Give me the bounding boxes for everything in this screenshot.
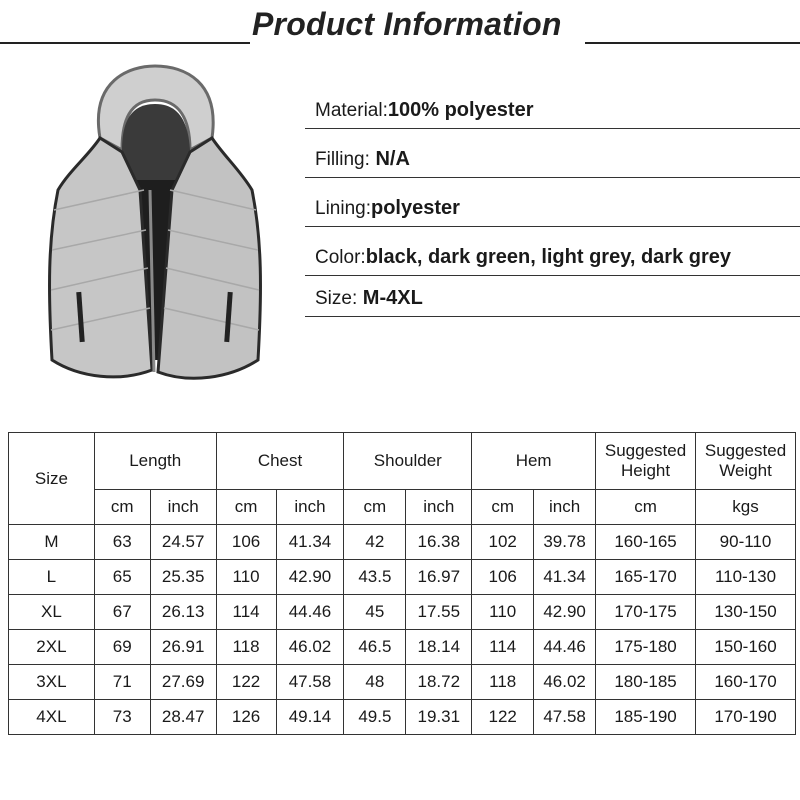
table-cell: 114 (216, 595, 276, 630)
unit-cell: cm (472, 490, 534, 525)
header-hem: Hem (472, 433, 596, 490)
unit-cell: inch (534, 490, 596, 525)
table-cell: 67 (94, 595, 150, 630)
table-cell: 45 (344, 595, 406, 630)
table-cell: 180-185 (596, 665, 696, 700)
unit-cell: cm (94, 490, 150, 525)
table-cell: 69 (94, 630, 150, 665)
unit-cell: cm (344, 490, 406, 525)
unit-cell: inch (276, 490, 344, 525)
unit-cell: cm (216, 490, 276, 525)
unit-cell: cm (596, 490, 696, 525)
table-cell: 26.13 (150, 595, 216, 630)
table-cell: 130-150 (696, 595, 796, 630)
table-cell: 26.91 (150, 630, 216, 665)
info-value: polyester (371, 197, 460, 219)
table-row (9, 560, 796, 595)
table-cell: 65 (94, 560, 150, 595)
table-units-row (9, 490, 796, 525)
unit-cell: inch (150, 490, 216, 525)
table-cell: 49.14 (276, 700, 344, 735)
unit-cell: kgs (696, 490, 796, 525)
size-cell: XL (9, 595, 95, 630)
info-value: N/A (369, 148, 410, 170)
table-body (9, 525, 796, 735)
table-cell: 110 (216, 560, 276, 595)
table-cell: 43.5 (344, 560, 406, 595)
table-cell: 114 (472, 630, 534, 665)
unit-cell: inch (406, 490, 472, 525)
table-cell: 106 (472, 560, 534, 595)
title-row (0, 0, 800, 50)
info-label: Lining: (315, 198, 371, 219)
info-label: Size: (315, 288, 358, 309)
table-cell: 170-190 (696, 700, 796, 735)
table-row (9, 630, 796, 665)
table-cell: 16.97 (406, 560, 472, 595)
table-cell: 41.34 (534, 560, 596, 595)
table-cell: 118 (472, 665, 534, 700)
table-cell: 24.57 (150, 525, 216, 560)
table-cell: 122 (472, 700, 534, 735)
table-cell: 28.47 (150, 700, 216, 735)
table-cell: 122 (216, 665, 276, 700)
header-suggested-weight: Suggested Weight (696, 433, 796, 490)
table-cell: 42.90 (276, 560, 344, 595)
table-cell: 185-190 (596, 700, 696, 735)
table-cell: 160-165 (596, 525, 696, 560)
vest-product-image (40, 60, 270, 400)
table-cell: 18.14 (406, 630, 472, 665)
table-cell: 118 (216, 630, 276, 665)
header-size: Size (9, 433, 95, 525)
table-cell: 71 (94, 665, 150, 700)
table-row (9, 525, 796, 560)
table-cell: 110 (472, 595, 534, 630)
size-cell: 2XL (9, 630, 95, 665)
table-cell: 48 (344, 665, 406, 700)
size-cell: L (9, 560, 95, 595)
info-value: M-4XL (357, 287, 423, 309)
info-label: Color: (315, 247, 366, 268)
table-cell: 16.38 (406, 525, 472, 560)
table-cell: 18.72 (406, 665, 472, 700)
table-cell: 42 (344, 525, 406, 560)
table-row (9, 665, 796, 700)
table-row (9, 700, 796, 735)
header-shoulder: Shoulder (344, 433, 472, 490)
info-row-color (305, 227, 800, 276)
info-row-lining (305, 178, 800, 227)
table-cell: 46.02 (276, 630, 344, 665)
table-cell: 90-110 (696, 525, 796, 560)
size-cell: 3XL (9, 665, 95, 700)
table-cell: 73 (94, 700, 150, 735)
info-row-filling (305, 129, 800, 178)
page-title: Product Information (252, 6, 562, 42)
header-suggested-height: Suggested Height (596, 433, 696, 490)
info-row-material (305, 80, 800, 129)
table-cell: 25.35 (150, 560, 216, 595)
info-label: Material: (315, 100, 388, 121)
table-cell: 47.58 (534, 700, 596, 735)
table-cell: 126 (216, 700, 276, 735)
info-row-size (305, 276, 800, 317)
table-cell: 46.02 (534, 665, 596, 700)
table-cell: 165-170 (596, 560, 696, 595)
table-cell: 44.46 (276, 595, 344, 630)
product-info-list (305, 80, 800, 317)
table-cell: 106 (216, 525, 276, 560)
table-cell: 160-170 (696, 665, 796, 700)
table-cell: 19.31 (406, 700, 472, 735)
table-cell: 175-180 (596, 630, 696, 665)
header-chest: Chest (216, 433, 344, 490)
table-cell: 170-175 (596, 595, 696, 630)
table-cell: 63 (94, 525, 150, 560)
size-cell: M (9, 525, 95, 560)
info-label: Filling: (315, 149, 370, 170)
info-value: black, dark green, light grey, dark grey (365, 246, 732, 268)
table-cell: 46.5 (344, 630, 406, 665)
table-cell: 150-160 (696, 630, 796, 665)
title-rule-left (0, 42, 250, 44)
table-cell: 39.78 (534, 525, 596, 560)
info-value: 100% polyester (387, 99, 534, 121)
table-row (9, 595, 796, 630)
table-cell: 102 (472, 525, 534, 560)
table-cell: 110-130 (696, 560, 796, 595)
size-cell: 4XL (9, 700, 95, 735)
table-cell: 17.55 (406, 595, 472, 630)
size-chart-table (8, 432, 796, 735)
table-cell: 27.69 (150, 665, 216, 700)
table-header-row (9, 433, 796, 490)
title-rule-right (585, 42, 800, 44)
table-cell: 44.46 (534, 630, 596, 665)
table-cell: 42.90 (534, 595, 596, 630)
table-cell: 41.34 (276, 525, 344, 560)
table-cell: 49.5 (344, 700, 406, 735)
header-length: Length (94, 433, 216, 490)
table-cell: 47.58 (276, 665, 344, 700)
